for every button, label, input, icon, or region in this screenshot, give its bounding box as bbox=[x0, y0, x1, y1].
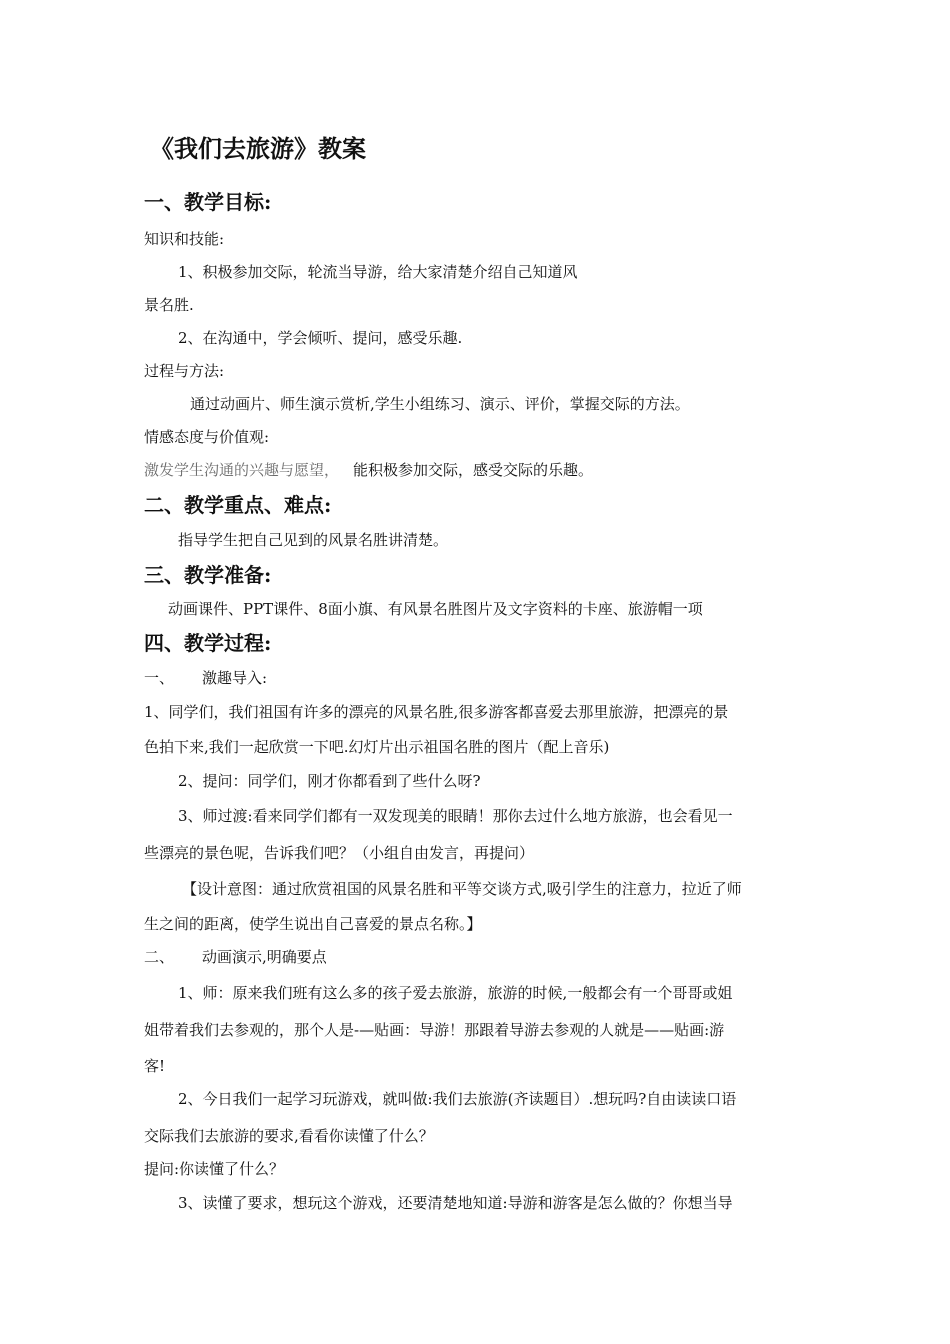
objective-1-line-b: 景名胜. bbox=[144, 296, 194, 314]
part-2-title: 动画演示,明确要点 bbox=[202, 948, 327, 966]
section-heading-objectives: 一、教学目标: bbox=[144, 190, 272, 214]
objective-2: 2、在沟通中，学会倾听、提问，感受乐趣. bbox=[178, 329, 463, 347]
demo-1-line-b: 姐带着我们去参观的，那个人是-—贴画：导游！那跟着导游去参观的人就是——贴画:游 bbox=[144, 1021, 725, 1039]
knowledge-label: 知识和技能: bbox=[144, 230, 225, 248]
demo-2-line-a: 2、今日我们一起学习玩游戏，就叫做:我们去旅游(齐读题目）.想玩吗?自由读读口语 bbox=[178, 1090, 737, 1108]
part-1-heading bbox=[144, 668, 267, 688]
demo-2-line-b: 交际我们去旅游的要求,看看你读懂了什么？ bbox=[144, 1127, 434, 1145]
emotion-text-gray: 激发学生沟通的兴趣与愿望， bbox=[144, 461, 340, 479]
step-2: 2、提问：同学们，刚才你都看到了些什么呀? bbox=[178, 772, 481, 790]
preparation-text: 动画课件、PPT课件、8面小旗、有风景名胜图片及文字资料的卡座、旅游帽一项 bbox=[168, 600, 703, 618]
emotion-line bbox=[144, 460, 593, 480]
process-label: 过程与方法: bbox=[144, 362, 225, 380]
process-text: 通过动画片、师生演示赏析,学生小组练习、演示、评价，掌握交际的方法。 bbox=[190, 395, 690, 413]
demo-1-line-c: 客! bbox=[144, 1057, 166, 1075]
section-heading-process: 四、教学过程: bbox=[144, 631, 272, 655]
part-1-number: 一、 bbox=[144, 669, 175, 687]
emotion-text: 能积极参加交际，感受交际的乐趣。 bbox=[353, 461, 594, 479]
emotion-label: 情感态度与价值观: bbox=[144, 428, 270, 446]
step-3-line-a: 3、师过渡:看来同学们都有一双发现美的眼睛！那你去过什么地方旅游，也会看见一 bbox=[178, 807, 733, 825]
key-points-text: 指导学生把自己见到的风景名胜讲清楚。 bbox=[178, 531, 449, 549]
demo-2-question: 提问:你读懂了什么？ bbox=[144, 1160, 285, 1178]
objective-1-line-a: 1、积极参加交际，轮流当导游，给大家清楚介绍自己知道风 bbox=[178, 263, 578, 281]
demo-1-line-a: 1、师：原来我们班有这么多的孩子爱去旅游，旅游的时候,一般都会有一个哥哥或姐 bbox=[178, 984, 733, 1002]
design-intent-line-a: 【设计意图：通过欣赏祖国的风景名胜和平等交谈方式,吸引学生的注意力，拉近了师 bbox=[182, 880, 742, 898]
part-2-heading bbox=[144, 947, 327, 967]
design-intent-line-b: 生之间的距离，使学生说出自己喜爱的景点名称。】 bbox=[144, 915, 482, 933]
step-3-line-b: 些漂亮的景色呢，告诉我们吧？（小组自由发言，再提问） bbox=[144, 844, 535, 862]
section-heading-preparation: 三、教学准备: bbox=[144, 563, 272, 587]
document-title: 《我们去旅游》教案 bbox=[150, 134, 366, 163]
part-2-number: 二、 bbox=[144, 948, 175, 966]
step-1-line-a: 1、同学们，我们祖国有许多的漂亮的风景名胜,很多游客都喜爱去那里旅游，把漂亮的景 bbox=[144, 703, 729, 721]
part-1-title: 激趣导入: bbox=[202, 669, 268, 687]
demo-3-line-a: 3、读懂了要求，想玩这个游戏，还要清楚地知道:导游和游客是怎么做的？你想当导 bbox=[178, 1194, 733, 1212]
step-1-line-b: 色拍下来,我们一起欣赏一下吧.幻灯片出示祖国名胜的图片（配上音乐) bbox=[144, 738, 610, 756]
section-heading-key-points: 二、教学重点、难点: bbox=[144, 493, 332, 517]
